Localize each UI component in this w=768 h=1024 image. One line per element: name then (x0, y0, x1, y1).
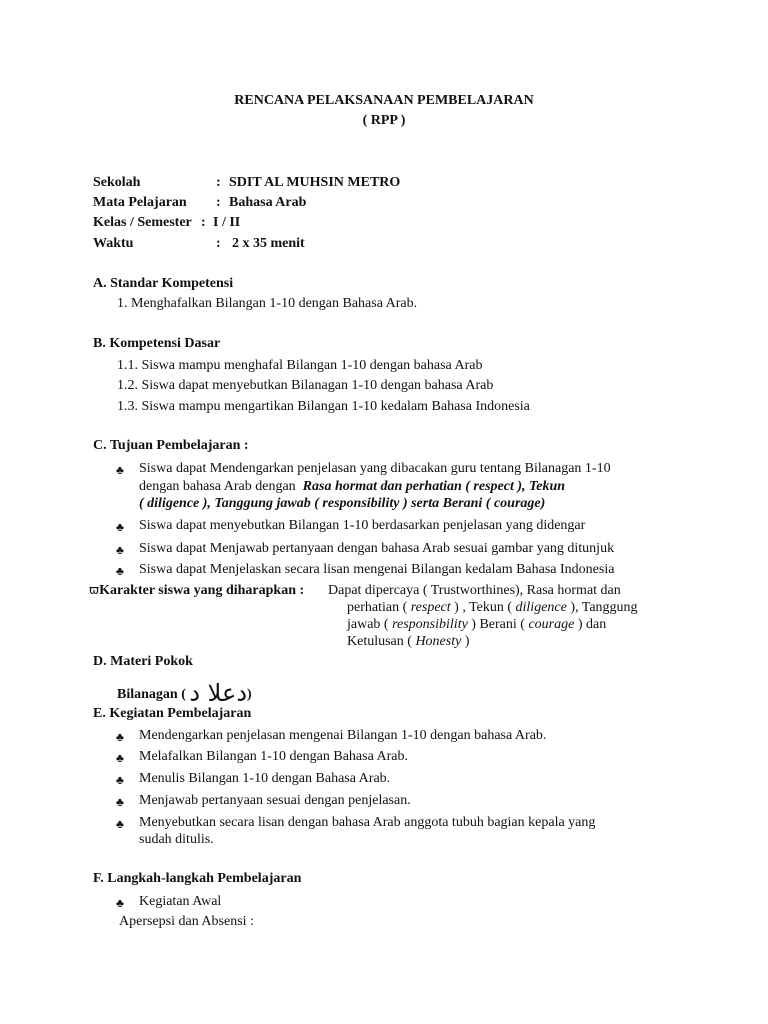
section-f-heading: F. Langkah-langkah Pembelajaran (93, 871, 302, 886)
section-b-item: 1.2. Siswa dapat menyebutkan Bilanagan 1-10 dengan bahasa Arab (117, 378, 494, 393)
karakter-text-part: ) , Tekun ( (454, 600, 513, 615)
page-subtitle: ( RPP ) (362, 113, 406, 128)
info-label-kelas: Kelas / Semester (93, 215, 192, 230)
info-label-waktu: Waktu (93, 236, 134, 251)
section-b-heading: B. Kompetensi Dasar (93, 336, 221, 351)
karakter-emphasis: courage (528, 617, 575, 632)
section-d-heading: D. Materi Pokok (93, 654, 193, 669)
club-bullet-icon: ♣ (116, 564, 124, 578)
club-bullet-icon: ♣ (116, 896, 124, 910)
section-c-item: Siswa dapat Menjelaskan secara lisan mengenai Bilangan kedalam Bahasa Indonesia (139, 562, 615, 577)
club-bullet-icon: ♣ (116, 543, 124, 557)
bilangan-suffix: ) (247, 687, 252, 702)
section-c-item-emphasis: Rasa hormat dan perhatian ( respect ), Tekun (302, 479, 566, 494)
club-bullet-icon: ♣ (116, 520, 124, 534)
club-bullet-icon: ♣ (116, 730, 124, 744)
karakter-symbol-icon: ϖ (89, 583, 100, 597)
club-bullet-icon: ♣ (116, 463, 124, 477)
karakter-emphasis: Honesty (415, 634, 462, 649)
karakter-label: Karakter siswa yang diharapkan : (99, 583, 305, 598)
info-value-mapel: Bahasa Arab (229, 195, 307, 210)
info-label-mapel: Mata Pelajaran (93, 195, 187, 210)
club-bullet-icon: ♣ (116, 795, 124, 809)
info-sep-kelas: : (201, 215, 206, 230)
section-e-item: Mendengarkan penjelasan mengenai Bilangan 1-10 dengan bahasa Arab. (139, 728, 547, 743)
karakter-text: Dapat dipercaya ( Trustworthines), Rasa hormat dan (328, 583, 621, 598)
section-a-item: 1. Menghafalkan Bilangan 1-10 dengan Bahasa Arab. (117, 296, 418, 311)
info-sep-mapel: : (216, 195, 221, 210)
section-e-heading: E. Kegiatan Pembelajaran (93, 706, 252, 721)
karakter-text-part: ) dan (577, 617, 607, 632)
section-c-item: Siswa dapat menyebutkan Bilangan 1-10 berdasarkan penjelasan yang didengar (139, 518, 586, 533)
section-c-item-plain: dengan bahasa Arab dengan (139, 479, 296, 494)
karakter-line-1 (89, 581, 304, 600)
section-b-item: 1.3. Siswa mampu mengartikan Bilangan 1-10 kedalam Bahasa Indonesia (117, 399, 530, 414)
section-c-item: Siswa dapat Mendengarkan penjelasan yang dibacakan guru tentang Bilanagan 1-10 (139, 461, 611, 476)
section-f-sub: Apersepsi dan Absensi : (119, 914, 254, 929)
info-value-kelas: I / II (213, 215, 241, 230)
section-c-heading: C. Tujuan Pembelajaran : (93, 438, 249, 453)
club-bullet-icon: ♣ (116, 751, 124, 765)
section-f-item: Kegiatan Awal (139, 894, 222, 909)
section-e-item: Menjawab pertanyaan sesuai dengan penjelasan. (139, 793, 411, 808)
club-bullet-icon: ♣ (116, 773, 124, 787)
club-bullet-icon: ♣ (116, 817, 124, 831)
karakter-emphasis: respect (410, 600, 451, 615)
section-e-item: Melafalkan Bilangan 1-10 dengan Bahasa Arab. (139, 749, 409, 764)
section-c-item-emphasis: ( diligence ), Tanggung jawab ( responsibility ) serta Berani ( courage) (139, 496, 546, 511)
arabic-word: دعلا د (189, 679, 248, 707)
section-e-item: Menyebutkan secara lisan dengan bahasa Arab anggota tubuh bagian kepala yang (139, 815, 596, 830)
info-sep-waktu: : (216, 236, 221, 251)
info-sep-sekolah: : (216, 175, 221, 190)
info-value-sekolah: SDIT AL MUHSIN METRO (229, 175, 401, 190)
karakter-text-part: Ketulusan ( (347, 634, 412, 649)
karakter-text-part: perhatian ( (347, 600, 408, 615)
karakter-text-part: ), Tanggung (570, 600, 638, 615)
section-d-bilangan (117, 679, 252, 707)
page-title: RENCANA PELAKSANAAN PEMBELAJARAN (234, 93, 534, 108)
karakter-emphasis: responsibility (392, 617, 468, 632)
karakter-emphasis: diligence (515, 600, 567, 615)
section-c-item: Siswa dapat Menjawab pertanyaan dengan bahasa Arab sesuai gambar yang ditunjuk (139, 541, 615, 556)
section-e-item-cont: sudah ditulis. (139, 832, 214, 847)
section-a-heading: A. Standar Kompetensi (93, 276, 234, 291)
karakter-text-part: ) (464, 634, 470, 649)
section-b-item: 1.1. Siswa mampu menghafal Bilangan 1-10 dengan bahasa Arab (117, 358, 483, 373)
bilangan-prefix: Bilanagan ( (117, 687, 186, 702)
info-value-waktu: 2 x 35 menit (232, 236, 305, 251)
karakter-text (347, 632, 470, 651)
info-label-sekolah: Sekolah (93, 175, 141, 190)
karakter-text-part: ) Berani ( (471, 617, 525, 632)
karakter-text-part: jawab ( (347, 617, 389, 632)
section-e-item: Menulis Bilangan 1-10 dengan Bahasa Arab. (139, 771, 391, 786)
